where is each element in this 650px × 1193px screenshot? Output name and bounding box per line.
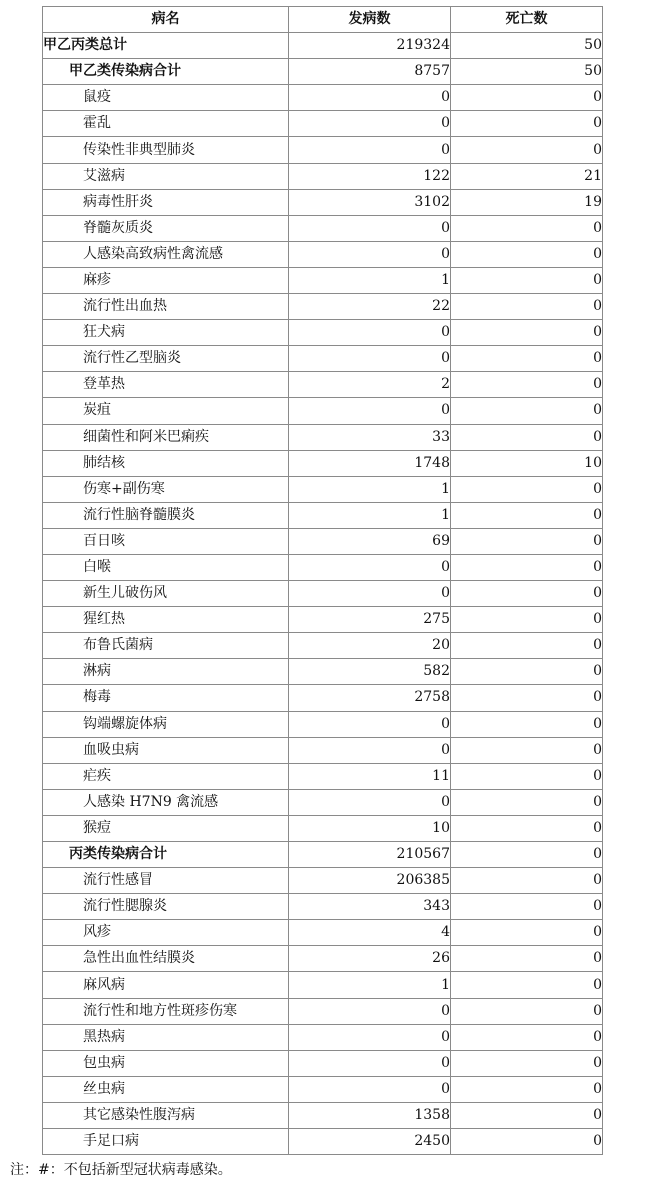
column-header-disease-name: 病名 [43,7,289,33]
disease-name-cell: 人感染 H7N9 禽流感 [43,789,289,815]
cases-cell: 10 [289,815,451,841]
disease-name-cell: 流行性和地方性斑疹伤寒 [43,998,289,1024]
disease-name-cell: 疟疾 [43,763,289,789]
table-body [43,33,603,1155]
table-row [43,1076,603,1102]
deaths-cell: 0 [451,111,603,137]
cases-cell: 26 [289,946,451,972]
deaths-cell: 0 [451,581,603,607]
cases-cell: 4 [289,920,451,946]
table-row [43,346,603,372]
table-row [43,502,603,528]
table-row [43,372,603,398]
disease-name-cell: 猩红热 [43,607,289,633]
deaths-cell: 0 [451,815,603,841]
cases-cell: 69 [289,528,451,554]
deaths-cell: 0 [451,763,603,789]
cases-cell: 8757 [289,59,451,85]
disease-name-cell: 淋病 [43,659,289,685]
table-row [43,33,603,59]
disease-name-cell: 风疹 [43,920,289,946]
cases-cell: 1 [289,267,451,293]
disease-name-cell: 人感染高致病性禽流感 [43,241,289,267]
disease-name-cell: 肺结核 [43,450,289,476]
table-row [43,789,603,815]
table-row [43,111,603,137]
cases-cell: 0 [289,789,451,815]
cases-cell: 2 [289,372,451,398]
cases-cell: 0 [289,711,451,737]
deaths-cell: 0 [451,607,603,633]
deaths-cell: 0 [451,946,603,972]
disease-name-cell: 脊髓灰质炎 [43,215,289,241]
table-row [43,763,603,789]
disease-name-cell: 登革热 [43,372,289,398]
deaths-cell: 0 [451,711,603,737]
table-row [43,972,603,998]
table-header [43,7,603,33]
table-row [43,1024,603,1050]
disease-name-cell: 血吸虫病 [43,737,289,763]
table-row [43,633,603,659]
cases-cell: 0 [289,737,451,763]
deaths-cell: 21 [451,163,603,189]
table-row [43,685,603,711]
table-row [43,868,603,894]
cases-cell: 0 [289,398,451,424]
cases-cell: 219324 [289,33,451,59]
disease-name-cell: 鼠疫 [43,85,289,111]
table-row [43,450,603,476]
deaths-cell: 0 [451,920,603,946]
cases-cell: 1 [289,972,451,998]
disease-name-cell: 梅毒 [43,685,289,711]
table-row [43,267,603,293]
deaths-cell: 19 [451,189,603,215]
table-row [43,815,603,841]
cases-cell: 0 [289,137,451,163]
subtotal-name-cell: 甲乙类传染病合计 [43,59,289,85]
cases-cell: 3102 [289,189,451,215]
table-row [43,1129,603,1155]
table-row [43,320,603,346]
disease-name-cell: 急性出血性结膜炎 [43,946,289,972]
footnote: 注：#：不包括新型冠状病毒感染。 [10,1162,232,1178]
cases-cell: 0 [289,1050,451,1076]
disease-name-cell: 细菌性和阿米巴痢疾 [43,424,289,450]
cases-cell: 0 [289,111,451,137]
table-row [43,842,603,868]
subtotal-name-cell: 丙类传染病合计 [43,842,289,868]
cases-cell: 343 [289,894,451,920]
cases-cell: 0 [289,346,451,372]
deaths-cell: 0 [451,241,603,267]
deaths-cell: 0 [451,554,603,580]
table-row [43,424,603,450]
cases-cell: 0 [289,554,451,580]
disease-name-cell: 百日咳 [43,528,289,554]
table-row [43,163,603,189]
deaths-cell: 0 [451,789,603,815]
subtotal-name-cell: 甲乙丙类总计 [43,33,289,59]
cases-cell: 2758 [289,685,451,711]
cases-cell: 0 [289,241,451,267]
disease-name-cell: 流行性脑脊髓膜炎 [43,502,289,528]
deaths-cell: 0 [451,215,603,241]
disease-name-cell: 布鲁氏菌病 [43,633,289,659]
cases-cell: 1 [289,502,451,528]
cases-cell: 0 [289,320,451,346]
table-row [43,241,603,267]
deaths-cell: 50 [451,59,603,85]
table-row [43,1102,603,1128]
cases-cell: 206385 [289,868,451,894]
disease-name-cell: 狂犬病 [43,320,289,346]
cases-cell: 582 [289,659,451,685]
cases-cell: 1748 [289,450,451,476]
disease-name-cell: 艾滋病 [43,163,289,189]
deaths-cell: 0 [451,868,603,894]
deaths-cell: 0 [451,998,603,1024]
disease-name-cell: 包虫病 [43,1050,289,1076]
deaths-cell: 0 [451,894,603,920]
cases-cell: 1358 [289,1102,451,1128]
deaths-cell: 50 [451,33,603,59]
table-row [43,711,603,737]
deaths-cell: 0 [451,1050,603,1076]
table-row [43,398,603,424]
table-row [43,215,603,241]
deaths-cell: 0 [451,633,603,659]
table-row [43,476,603,502]
cases-cell: 33 [289,424,451,450]
table-row [43,607,603,633]
deaths-cell: 0 [451,267,603,293]
disease-name-cell: 伤寒+副伤寒 [43,476,289,502]
deaths-cell: 0 [451,424,603,450]
disease-name-cell: 霍乱 [43,111,289,137]
table-row [43,946,603,972]
deaths-cell: 0 [451,85,603,111]
cases-cell: 2450 [289,1129,451,1155]
table-row [43,528,603,554]
deaths-cell: 0 [451,372,603,398]
column-header-cases: 发病数 [289,7,451,33]
disease-name-cell: 白喉 [43,554,289,580]
disease-name-cell: 流行性乙型脑炎 [43,346,289,372]
table-row [43,581,603,607]
cases-cell: 22 [289,294,451,320]
table-row [43,659,603,685]
header-row [43,7,603,33]
cases-cell: 1 [289,476,451,502]
deaths-cell: 0 [451,1102,603,1128]
table-row [43,894,603,920]
disease-name-cell: 丝虫病 [43,1076,289,1102]
cases-cell: 0 [289,85,451,111]
deaths-cell: 0 [451,842,603,868]
cases-cell: 210567 [289,842,451,868]
cases-cell: 275 [289,607,451,633]
disease-name-cell: 流行性腮腺炎 [43,894,289,920]
deaths-cell: 0 [451,294,603,320]
cases-cell: 0 [289,215,451,241]
disease-name-cell: 麻风病 [43,972,289,998]
cases-cell: 0 [289,1024,451,1050]
cases-cell: 0 [289,1076,451,1102]
deaths-cell: 0 [451,346,603,372]
disease-name-cell: 黑热病 [43,1024,289,1050]
disease-name-cell: 麻疹 [43,267,289,293]
table-row [43,59,603,85]
disease-name-cell: 猴痘 [43,815,289,841]
deaths-cell: 0 [451,659,603,685]
deaths-cell: 10 [451,450,603,476]
table-row [43,920,603,946]
deaths-cell: 0 [451,476,603,502]
disease-name-cell: 炭疽 [43,398,289,424]
table-row [43,998,603,1024]
deaths-cell: 0 [451,685,603,711]
cases-cell: 0 [289,998,451,1024]
deaths-cell: 0 [451,320,603,346]
cases-cell: 11 [289,763,451,789]
deaths-cell: 0 [451,1076,603,1102]
column-header-deaths: 死亡数 [451,7,603,33]
disease-name-cell: 钩端螺旋体病 [43,711,289,737]
cases-cell: 20 [289,633,451,659]
disease-name-cell: 手足口病 [43,1129,289,1155]
disease-name-cell: 流行性感冒 [43,868,289,894]
deaths-cell: 0 [451,137,603,163]
deaths-cell: 0 [451,972,603,998]
disease-statistics-table [42,6,603,1155]
table-row [43,554,603,580]
deaths-cell: 0 [451,502,603,528]
table-row [43,294,603,320]
deaths-cell: 0 [451,528,603,554]
disease-name-cell: 流行性出血热 [43,294,289,320]
cases-cell: 122 [289,163,451,189]
table-row [43,85,603,111]
disease-name-cell: 病毒性肝炎 [43,189,289,215]
table-row [43,737,603,763]
cases-cell: 0 [289,581,451,607]
disease-name-cell: 其它感染性腹泻病 [43,1102,289,1128]
table-row [43,1050,603,1076]
disease-name-cell: 新生儿破伤风 [43,581,289,607]
deaths-cell: 0 [451,398,603,424]
table-row [43,189,603,215]
deaths-cell: 0 [451,737,603,763]
deaths-cell: 0 [451,1129,603,1155]
disease-name-cell: 传染性非典型肺炎 [43,137,289,163]
table-row [43,137,603,163]
deaths-cell: 0 [451,1024,603,1050]
